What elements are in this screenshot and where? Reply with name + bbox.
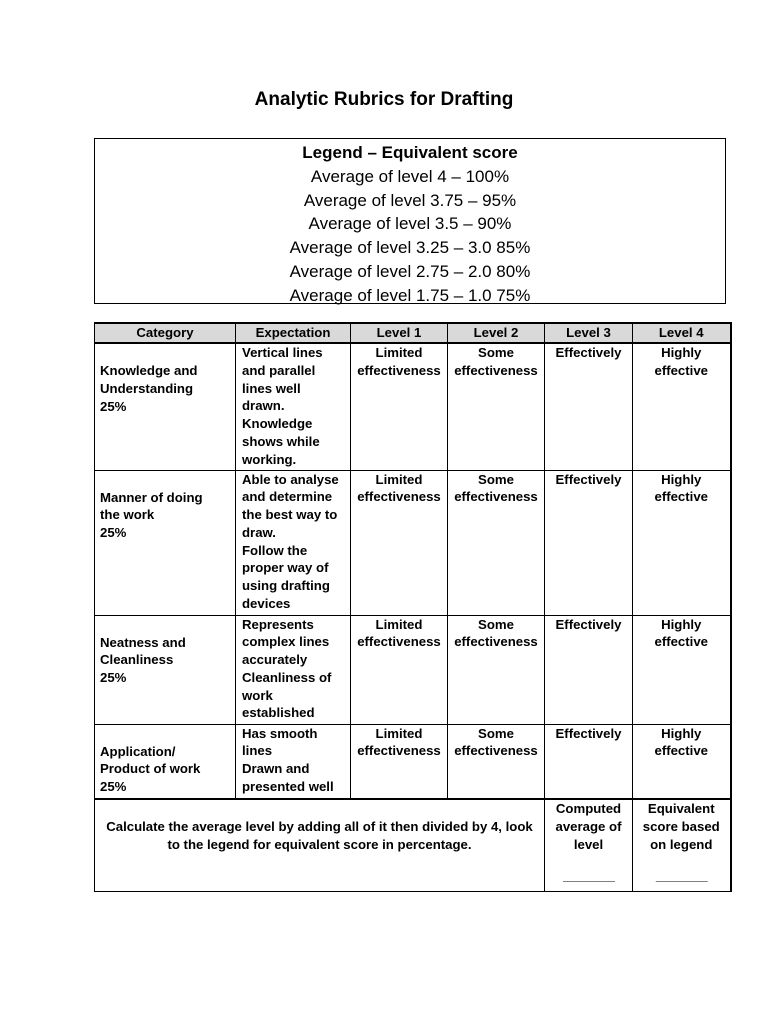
category-cell: Application/ Product of work 25% <box>100 743 201 795</box>
level-4-cell: Highly effective <box>633 470 731 615</box>
column-header-level-3: Level 3 <box>545 323 633 343</box>
computed-average-blank: ________ <box>563 868 614 884</box>
level-3-cell: Effectively <box>545 724 633 799</box>
equivalent-score-label: Equivalent score based on legend <box>642 801 720 852</box>
equivalent-score-cell <box>633 799 731 891</box>
legend-line: Average of level 1.75 – 1.0 75% <box>289 285 531 305</box>
equivalent-score-blank: ________ <box>655 868 707 884</box>
legend-box <box>94 138 726 304</box>
table-row <box>95 343 731 470</box>
legend-line: Average of level 3.75 – 95% <box>303 190 517 210</box>
level-1-cell: Limited effectiveness <box>351 470 448 615</box>
legend-line: Average of level 3.5 – 90% <box>308 214 512 234</box>
category-cell: Knowledge and Understanding 25% <box>100 363 198 414</box>
table-row <box>95 470 731 615</box>
category-cell: Manner of doing the work 25% <box>100 489 203 541</box>
level-3-cell: Effectively <box>545 615 633 724</box>
expectation-cell: Represents complex lines accurately Cleanliness of work established <box>236 615 351 724</box>
level-4-cell: Highly effective <box>633 615 731 724</box>
table-header-row <box>95 323 731 343</box>
expectation-cell: Has smooth lines Drawn and presented well <box>236 724 351 799</box>
level-3-cell: Effectively <box>545 470 633 615</box>
page-title: Analytic Rubrics for Drafting <box>254 89 514 110</box>
rubric-table <box>94 322 732 892</box>
legend-heading: Legend – Equivalent score <box>302 143 518 162</box>
column-header-level-2: Level 2 <box>448 323 545 343</box>
column-header-expectation: Expectation <box>236 323 351 343</box>
level-4-cell: Highly effective <box>633 724 731 799</box>
legend-line: Average of level 3.25 – 3.0 85% <box>289 238 531 258</box>
expectation-cell: Vertical lines and parallel lines well drawn. Knowledge shows while working. <box>236 343 351 470</box>
legend-line: Average of level 4 – 100% <box>310 166 510 186</box>
level-1-cell: Limited effectiveness <box>351 724 448 799</box>
table-row <box>95 615 731 724</box>
level-3-cell: Effectively <box>545 343 633 470</box>
legend-line: Average of level 2.75 – 2.0 80% <box>289 261 531 281</box>
level-1-cell: Limited effectiveness <box>351 343 448 470</box>
level-4-cell: Highly effective <box>633 343 731 470</box>
level-1-cell: Limited effectiveness <box>351 615 448 724</box>
level-2-cell: Some effectiveness <box>448 343 545 470</box>
level-2-cell: Some effectiveness <box>448 724 545 799</box>
column-header-category: Category <box>95 323 236 343</box>
table-row <box>95 724 731 799</box>
level-2-cell: Some effectiveness <box>448 470 545 615</box>
level-2-cell: Some effectiveness <box>448 615 545 724</box>
category-cell: Neatness and Cleanliness 25% <box>100 634 186 686</box>
computed-average-label: Computed average of level <box>555 801 622 852</box>
column-header-level-1: Level 1 <box>351 323 448 343</box>
table-footer-row <box>95 799 731 891</box>
column-header-level-4: Level 4 <box>633 323 731 343</box>
expectation-cell: Able to analyse and determine the best way to draw. Follow the proper way of using drafting devices <box>236 470 351 615</box>
computed-average-cell <box>545 799 633 891</box>
calculation-instruction: Calculate the average level by adding all of it then divided by 4, look to the legend for equivalent score in percentage. <box>95 799 545 891</box>
